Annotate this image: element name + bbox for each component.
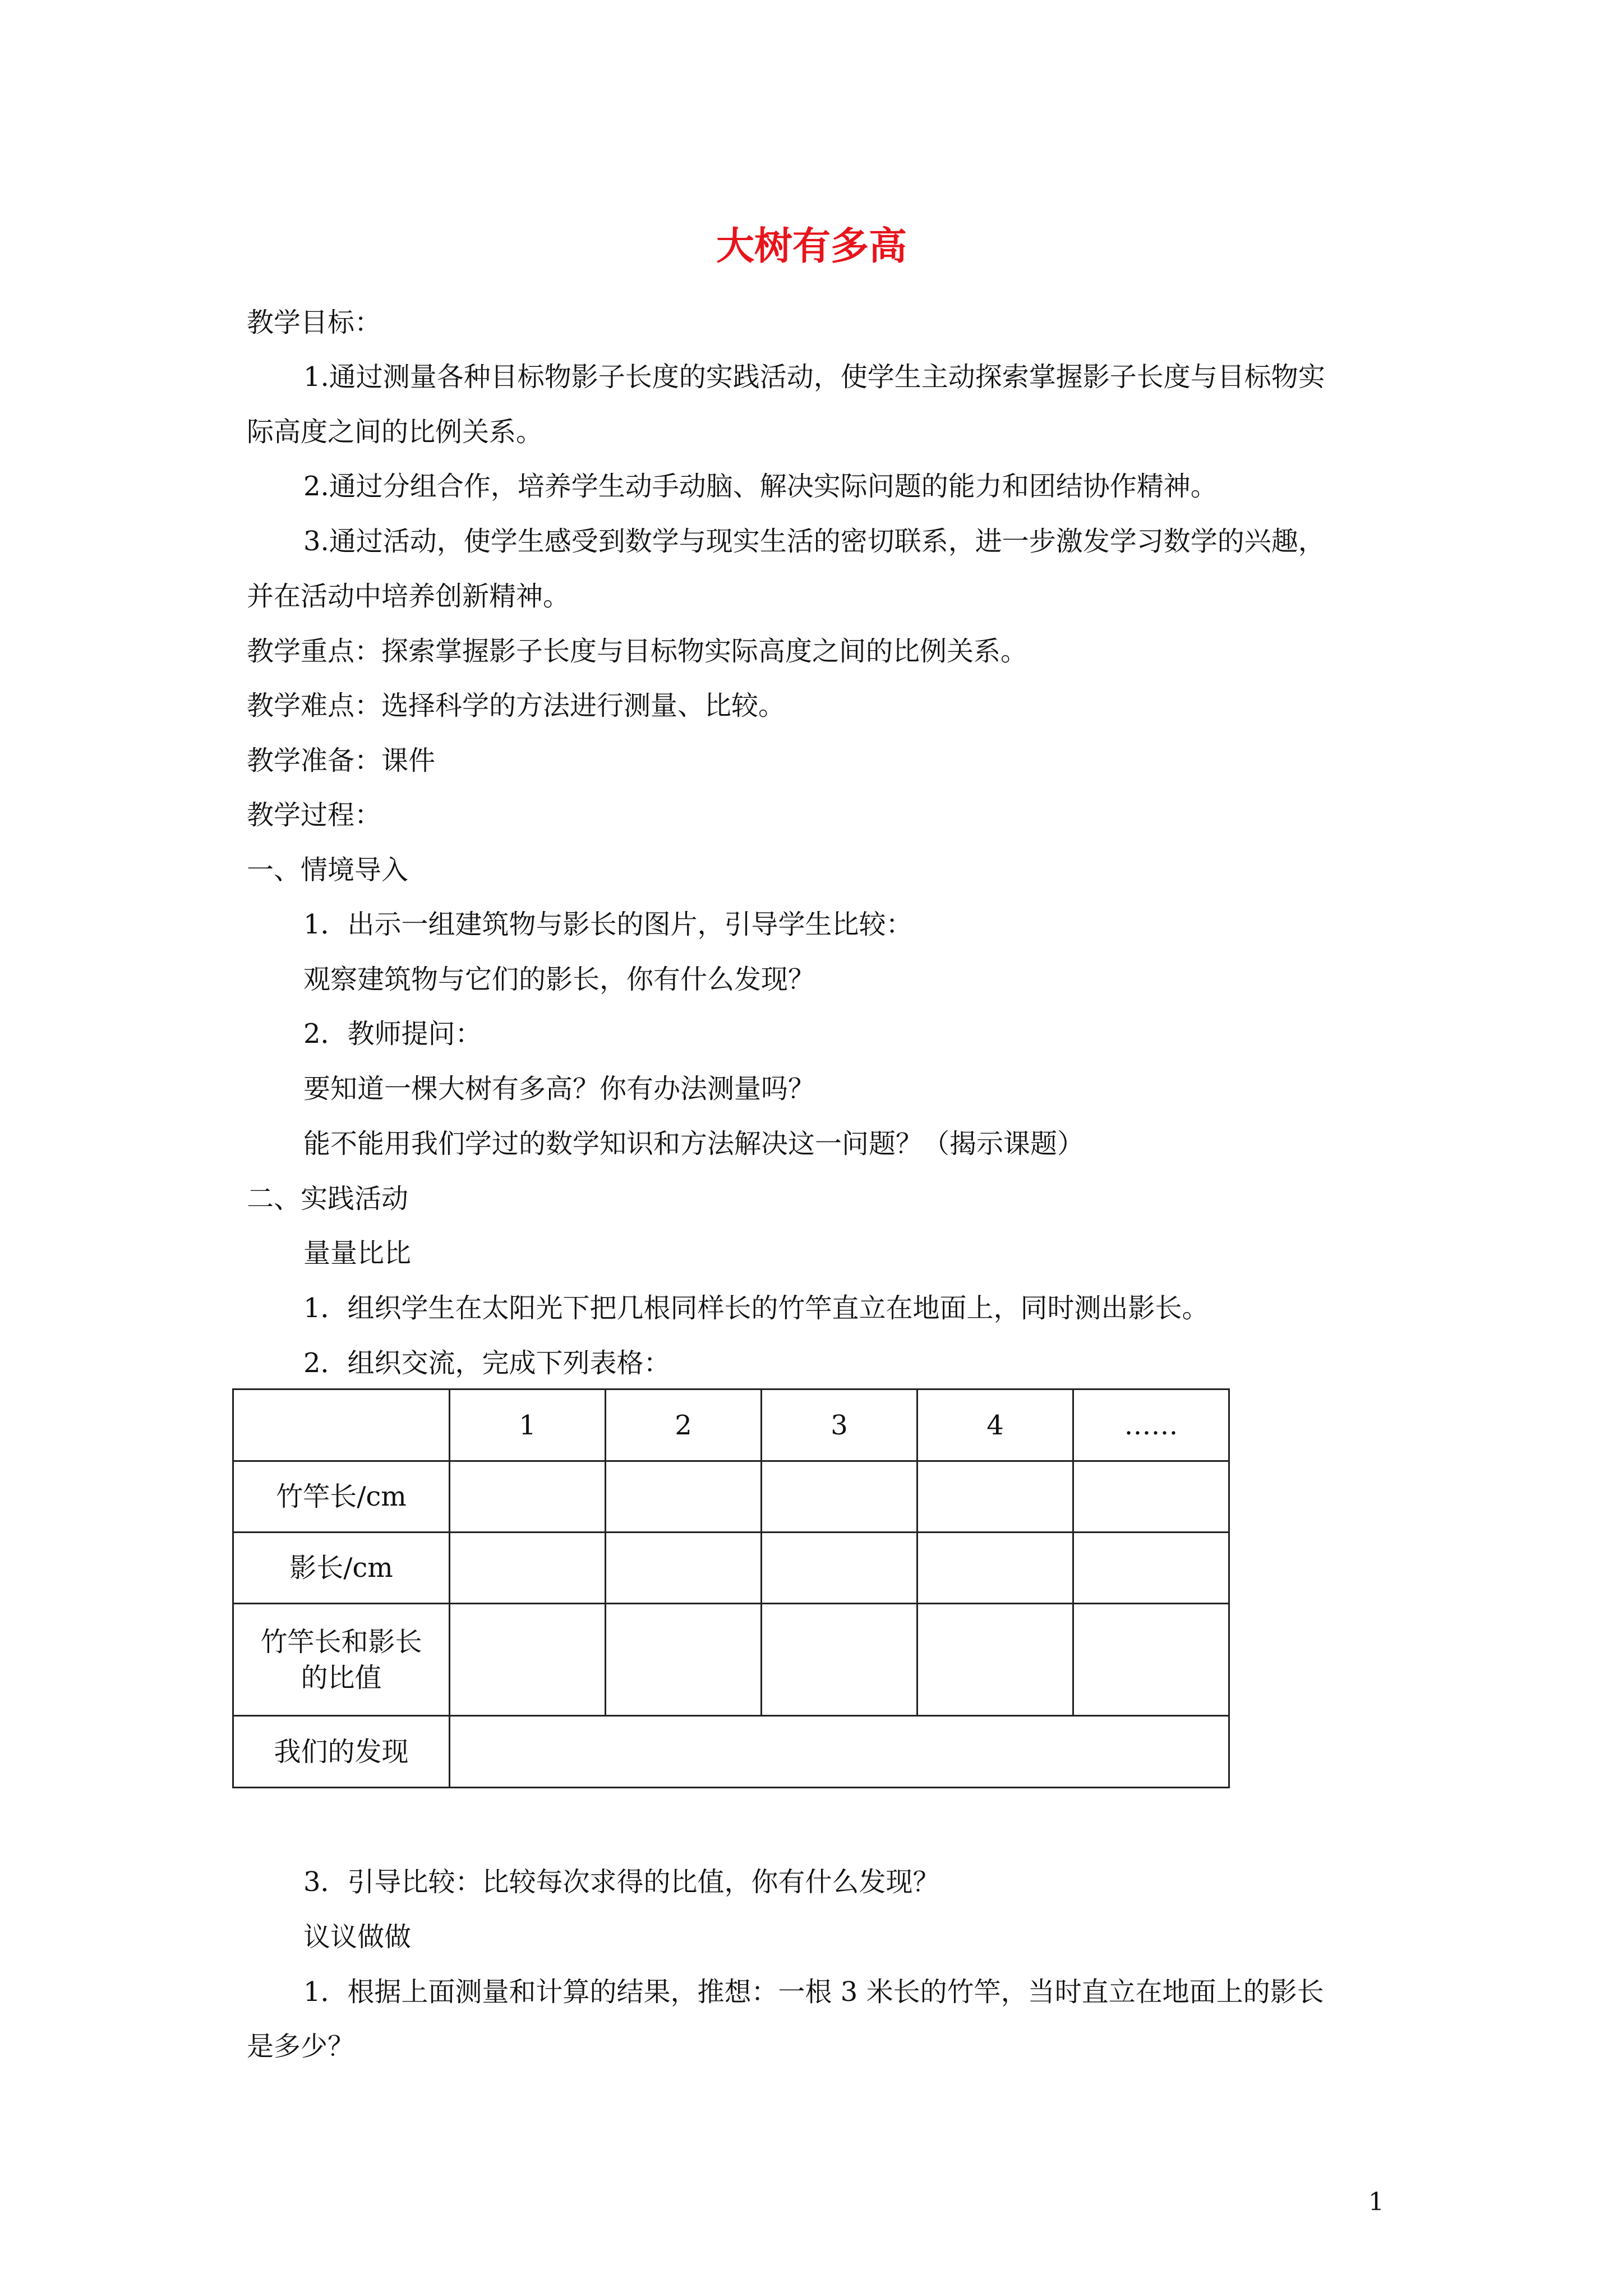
section-heading: 一、情境导入: [247, 854, 409, 886]
text-line: 教学重点：探索掌握影子长度与目标物实际高度之间的比例关系。: [247, 636, 1028, 667]
table-row: [233, 1461, 1229, 1533]
text-line: 教学过程：: [247, 799, 382, 831]
document-title: 大树有多高: [716, 224, 907, 269]
table-row: [233, 1716, 1229, 1788]
table-header-row: [233, 1389, 1229, 1461]
measurement-table: [232, 1388, 1230, 1788]
table-header-cell: 4: [917, 1389, 1073, 1461]
text-line: 要知道一棵大树有多高？你有办法测量吗？: [303, 1073, 815, 1105]
table-cell: [762, 1604, 917, 1716]
text-line: 观察建筑物与它们的影长，你有什么发现？: [303, 964, 815, 995]
text-line: 3．引导比较：比较每次求得的比值，你有什么发现？: [303, 1866, 940, 1898]
page-number: 1: [1368, 2188, 1384, 2216]
text-line: 量量比比: [303, 1237, 412, 1269]
table-cell: [1073, 1533, 1229, 1604]
section-heading: 二、实践活动: [247, 1183, 409, 1214]
measurement-table-container: [232, 1388, 1230, 1787]
row-label: 竹竿长/cm: [233, 1461, 450, 1533]
text-line: 是多少？: [247, 2031, 355, 2062]
row-label-line: 的比值: [301, 1662, 382, 1694]
findings-cell: [450, 1716, 1229, 1788]
table-cell: [450, 1461, 606, 1533]
text-line: 议议做做: [303, 1921, 412, 1953]
table-row: [233, 1533, 1229, 1604]
text-line: 1．根据上面测量和计算的结果，推想：一根 3 米长的竹竿，当时直立在地面上的影长: [303, 1976, 1324, 2008]
table-cell: [917, 1461, 1073, 1533]
text-line: 1．出示一组建筑物与影长的图片，引导学生比较：: [303, 909, 913, 940]
table-cell: [1073, 1604, 1229, 1716]
table-header-cell: [233, 1389, 450, 1461]
text-line: 教学难点：选择科学的方法进行测量、比较。: [247, 690, 786, 721]
table-cell: [1073, 1461, 1229, 1533]
text-line: 能不能用我们学过的数学知识和方法解决这一问题？（揭示课题）: [303, 1128, 1085, 1159]
table-cell: [917, 1604, 1073, 1716]
row-label: [233, 1604, 450, 1716]
text-line: 1．组织学生在太阳光下把几根同样长的竹竿直立在地面上，同时测出影长。: [303, 1292, 1209, 1324]
table-header-cell: 3: [762, 1389, 917, 1461]
row-label-line: 竹竿长和影长: [260, 1626, 422, 1658]
table-header-cell: 1: [450, 1389, 606, 1461]
text-line: 教学准备：课件: [247, 745, 436, 776]
text-line: 2．组织交流，完成下列表格：: [303, 1347, 671, 1379]
text-line: 2.通过分组合作，培养学生动手动脑、解决实际问题的能力和团结协作精神。: [303, 471, 1218, 502]
text-line: 1.通过测量各种目标物影子长度的实践活动，使学生主动探索掌握影子长度与目标物实: [303, 361, 1325, 393]
table-cell: [917, 1533, 1073, 1604]
row-label: 影长/cm: [233, 1533, 450, 1604]
table-cell: [606, 1604, 762, 1716]
row-label: 我们的发现: [233, 1716, 450, 1788]
table-cell: [606, 1461, 762, 1533]
text-line: 教学目标：: [247, 307, 382, 338]
table-cell: [762, 1461, 917, 1533]
table-header-cell: 2: [606, 1389, 762, 1461]
table-cell: [450, 1604, 606, 1716]
text-line: 际高度之间的比例关系。: [247, 416, 543, 448]
table-row: [233, 1604, 1229, 1716]
text-line: 并在活动中培养创新精神。: [247, 581, 570, 612]
table-cell: [450, 1533, 606, 1604]
text-line: 2．教师提问：: [303, 1018, 482, 1050]
table-cell: [606, 1533, 762, 1604]
text-line: 3.通过活动，使学生感受到数学与现实生活的密切联系，进一步激发学习数学的兴趣，: [303, 526, 1325, 557]
table-cell: [762, 1533, 917, 1604]
table-header-cell: ……: [1073, 1389, 1229, 1461]
